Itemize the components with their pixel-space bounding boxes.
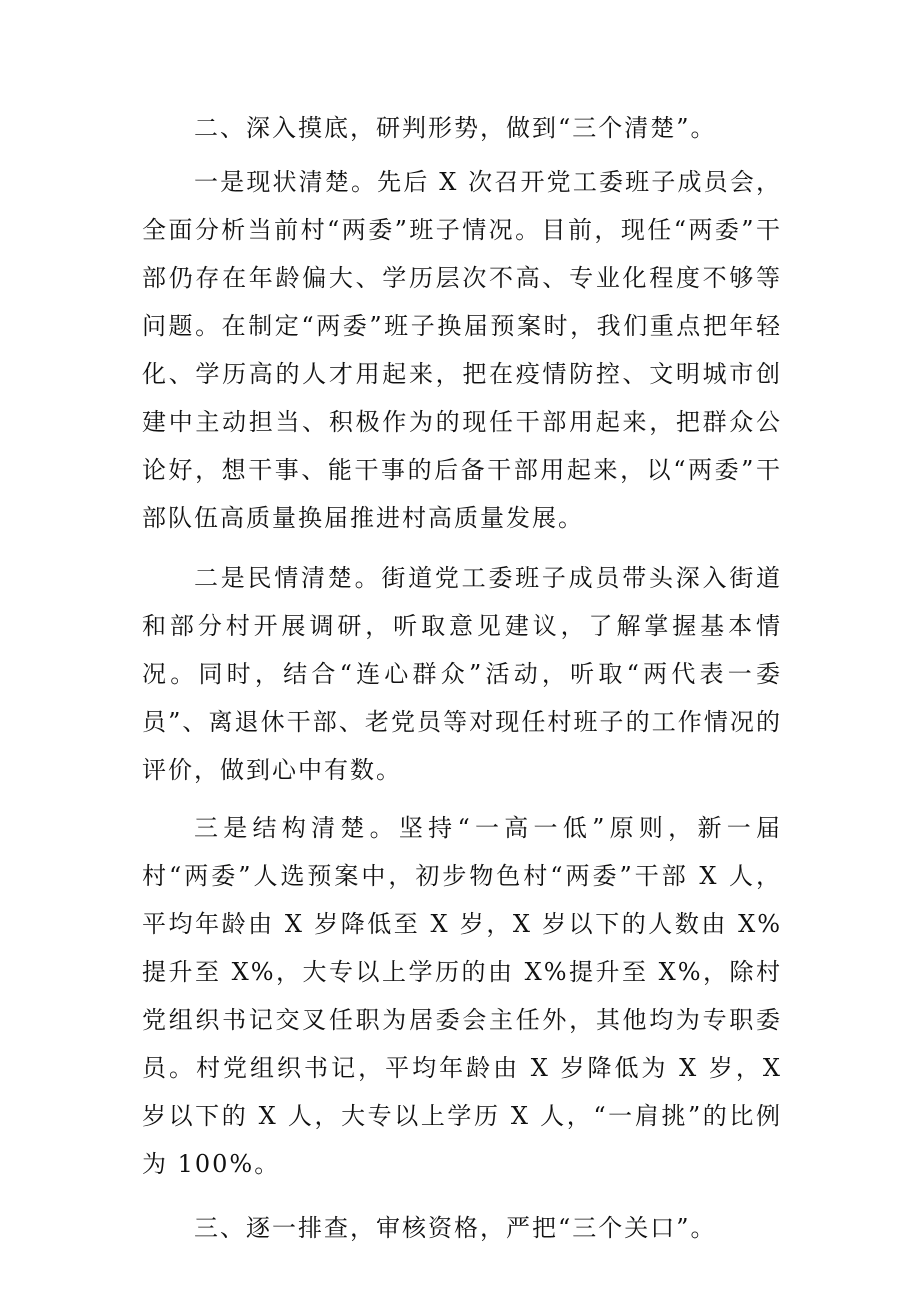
paragraph-public-opinion-clear: 二是民情清楚。街道党工委班子成员带头深入街道和部分村开展调研，听取意见建议，了解掌握基本情况。同时，结合“连心群众”活动，听取“两代表一委员”、离退休干部、老党员等对现任村班子的工作情况的评价，做到心中有数。 <box>142 564 782 784</box>
paragraph-structure-clear: 三是结构清楚。坚持“一高一低”原则，新一届村“两委”人选预案中，初步物色村“两委”干部 X 人，平均年龄由 X 岁降低至 X 岁，X 岁以下的人数由 X%提升至 X%，大专以上学历的由 X%提升至 X%，除村党组织书记交叉任职为居委会主任外，其他均为专职委员。村党组织书记，平均年龄由 X 岁降低为 X 岁，X 岁以下的 X 人，大专以上学历 X 人，“一肩挑”的比例为 100%。 <box>142 814 782 1178</box>
section-heading-3: 三、逐一排查，审核资格，严把“三个关口”。 <box>194 1214 717 1242</box>
paragraph-status-clear: 一是现状清楚。先后 X 次召开党工委班子成员会，全面分析当前村“两委”班子情况。目前，现任“两委”干部仍存在年龄偏大、学历层次不高、专业化程度不够等问题。在制定“两委”班子换届预案时，我们重点把年轻化、学历高的人才用起来，把在疫情防控、文明城市创建中主动担当、积极作为的现任干部用起来，把群众公论好，想干事、能干事的后备干部用起来，以“两委”干部队伍高质量换届推进村高质量发展。 <box>142 168 782 532</box>
document-page <box>142 104 782 1252</box>
section-heading-2: 二、深入摸底，研判形势，做到“三个清楚”。 <box>194 114 717 142</box>
